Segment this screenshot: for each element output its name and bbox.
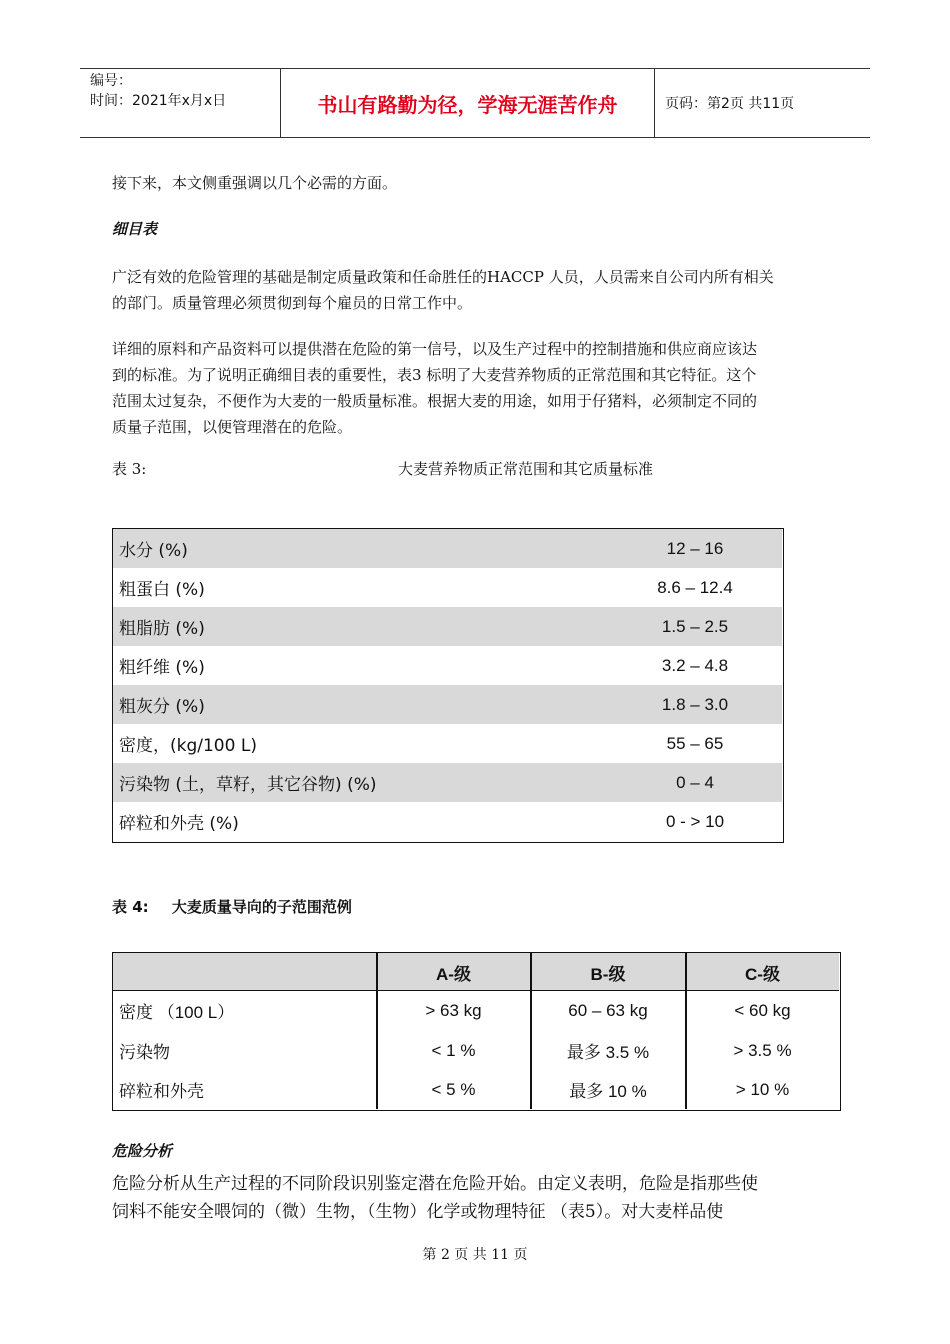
paragraph-2-line-1: 详细的原料和产品资料可以提供潜在危险的第一信号，以及生产过程中的控制措施和供应商应该达 <box>112 340 758 358</box>
paragraph-2-line-2: 到的标准。为了说明正确细目表的重要性，表3 标明了大麦营养物质的正常范围和其它特征。这个 <box>112 366 757 384</box>
table3-row-value: 55 – 65 <box>666 733 724 753</box>
table4-row-name: 污染物 <box>119 1043 170 1062</box>
section-title-hazard-analysis: 危险分析 <box>112 1142 173 1160</box>
table3-row-name: 粗灰分 (%) <box>119 697 205 717</box>
table3-label: 表 3: <box>112 460 147 478</box>
table4-cell: 60 – 63 kg <box>568 1000 648 1020</box>
table4-cell: 最多 3.5 % <box>566 1043 650 1062</box>
table4-cell: < 1 % <box>431 1040 476 1060</box>
paragraph-1 <box>112 264 840 316</box>
table4 <box>112 952 841 1111</box>
table3-row-name: 粗纤维 (%) <box>119 658 205 678</box>
header-motto: 书山有路勤为径，学海无涯苦作舟 <box>281 69 655 137</box>
paragraph-2-line-3: 范围太过复杂，不便作为大麦的一般质量标准。根据大麦的用途，如用于仔猪料，必须制定不同的 <box>112 392 758 410</box>
paragraph-3 <box>112 1170 840 1226</box>
table4-cell: > 3.5 % <box>733 1040 792 1060</box>
table3-row-name: 粗蛋白 (%) <box>119 580 205 600</box>
header-meta <box>80 69 281 137</box>
paragraph-1-line-1: 广泛有效的危险管理的基础是制定质量政策和任命胜任的HACCP 人员，人员需来自公司内所有相关 <box>112 268 774 286</box>
intro-text: 接下来，本文侧重强调以几个必需的方面。 <box>112 174 398 192</box>
table3-row-value: 0 - > 10 <box>665 811 725 831</box>
paragraph-2-line-4: 质量子范围，以便管理潜在的危险。 <box>112 418 353 436</box>
paragraph-3-line-2: 饲料不能安全喂饲的（微）生物，（生物）化学或物理特征 （表5）。对大麦样品使 <box>112 1202 724 1222</box>
table3-row-name: 密度，(kg/100 L) <box>119 736 257 756</box>
table-row <box>113 607 782 646</box>
table4-row-name: 碎粒和外壳 <box>119 1082 204 1101</box>
table4-header-a: A-级 <box>436 964 471 984</box>
table3-row-value: 0 – 4 <box>676 772 714 792</box>
table3-row-value: 3.2 – 4.8 <box>661 655 729 675</box>
table-row <box>113 568 782 607</box>
table3-title: 大麦营养物质正常范围和其它质量标准 <box>398 460 654 478</box>
table4-header-c: C-级 <box>745 964 780 984</box>
page-header <box>80 68 870 138</box>
table3-row-name: 水分 (%) <box>119 541 188 561</box>
table3-row-name: 粗脂肪 (%) <box>119 619 205 639</box>
table3-row-value: 8.6 – 12.4 <box>657 577 733 597</box>
table4-cell: > 63 kg <box>425 1000 482 1020</box>
table4-caption <box>112 896 352 917</box>
paragraph-1-line-2: 的部门。质量管理必须贯彻到每个雇员的日常工作中。 <box>112 294 473 312</box>
table3-row-value: 12 – 16 <box>666 538 724 558</box>
table-row <box>113 685 782 724</box>
header-time: 时间：2021年x月x日 <box>90 93 227 109</box>
table4-cell: 最多 10 % <box>569 1082 647 1101</box>
table4-cell: < 60 kg <box>734 1000 791 1020</box>
table-row <box>113 802 782 841</box>
header-number: 编号： <box>90 73 132 89</box>
table4-label: 表 4: <box>112 898 149 916</box>
table4-cell: < 5 % <box>431 1079 476 1099</box>
paragraph-3-line-1: 危险分析从生产过程的不同阶段识别鉴定潜在危险开始。由定义表明，危险是指那些使 <box>112 1174 758 1194</box>
table-row <box>113 724 782 763</box>
page-footer: 第 2 页 共 11 页 <box>422 1247 528 1263</box>
paragraph-2 <box>112 336 840 440</box>
header-page-info: 页码：第2页 共11页 <box>665 96 795 112</box>
table3-row-value: 1.8 – 3.0 <box>661 694 729 714</box>
table-row <box>113 646 782 685</box>
table3-row-name: 碎粒和外壳 (%) <box>119 814 239 834</box>
table-row <box>113 529 782 568</box>
table3-row-value: 1.5 – 2.5 <box>661 616 729 636</box>
table4-cell: > 10 % <box>735 1079 790 1099</box>
table3 <box>112 528 784 843</box>
table4-row-name: 密度 （100 L） <box>119 1003 235 1022</box>
table3-row-name: 污染物 (土，草籽，其它谷物) (%) <box>119 775 377 795</box>
table4-title: 大麦质量导向的子范围范例 <box>171 898 352 916</box>
table-row <box>113 763 782 802</box>
section-title-checklist: 细目表 <box>112 220 158 238</box>
table4-header-b: B-级 <box>590 964 626 984</box>
